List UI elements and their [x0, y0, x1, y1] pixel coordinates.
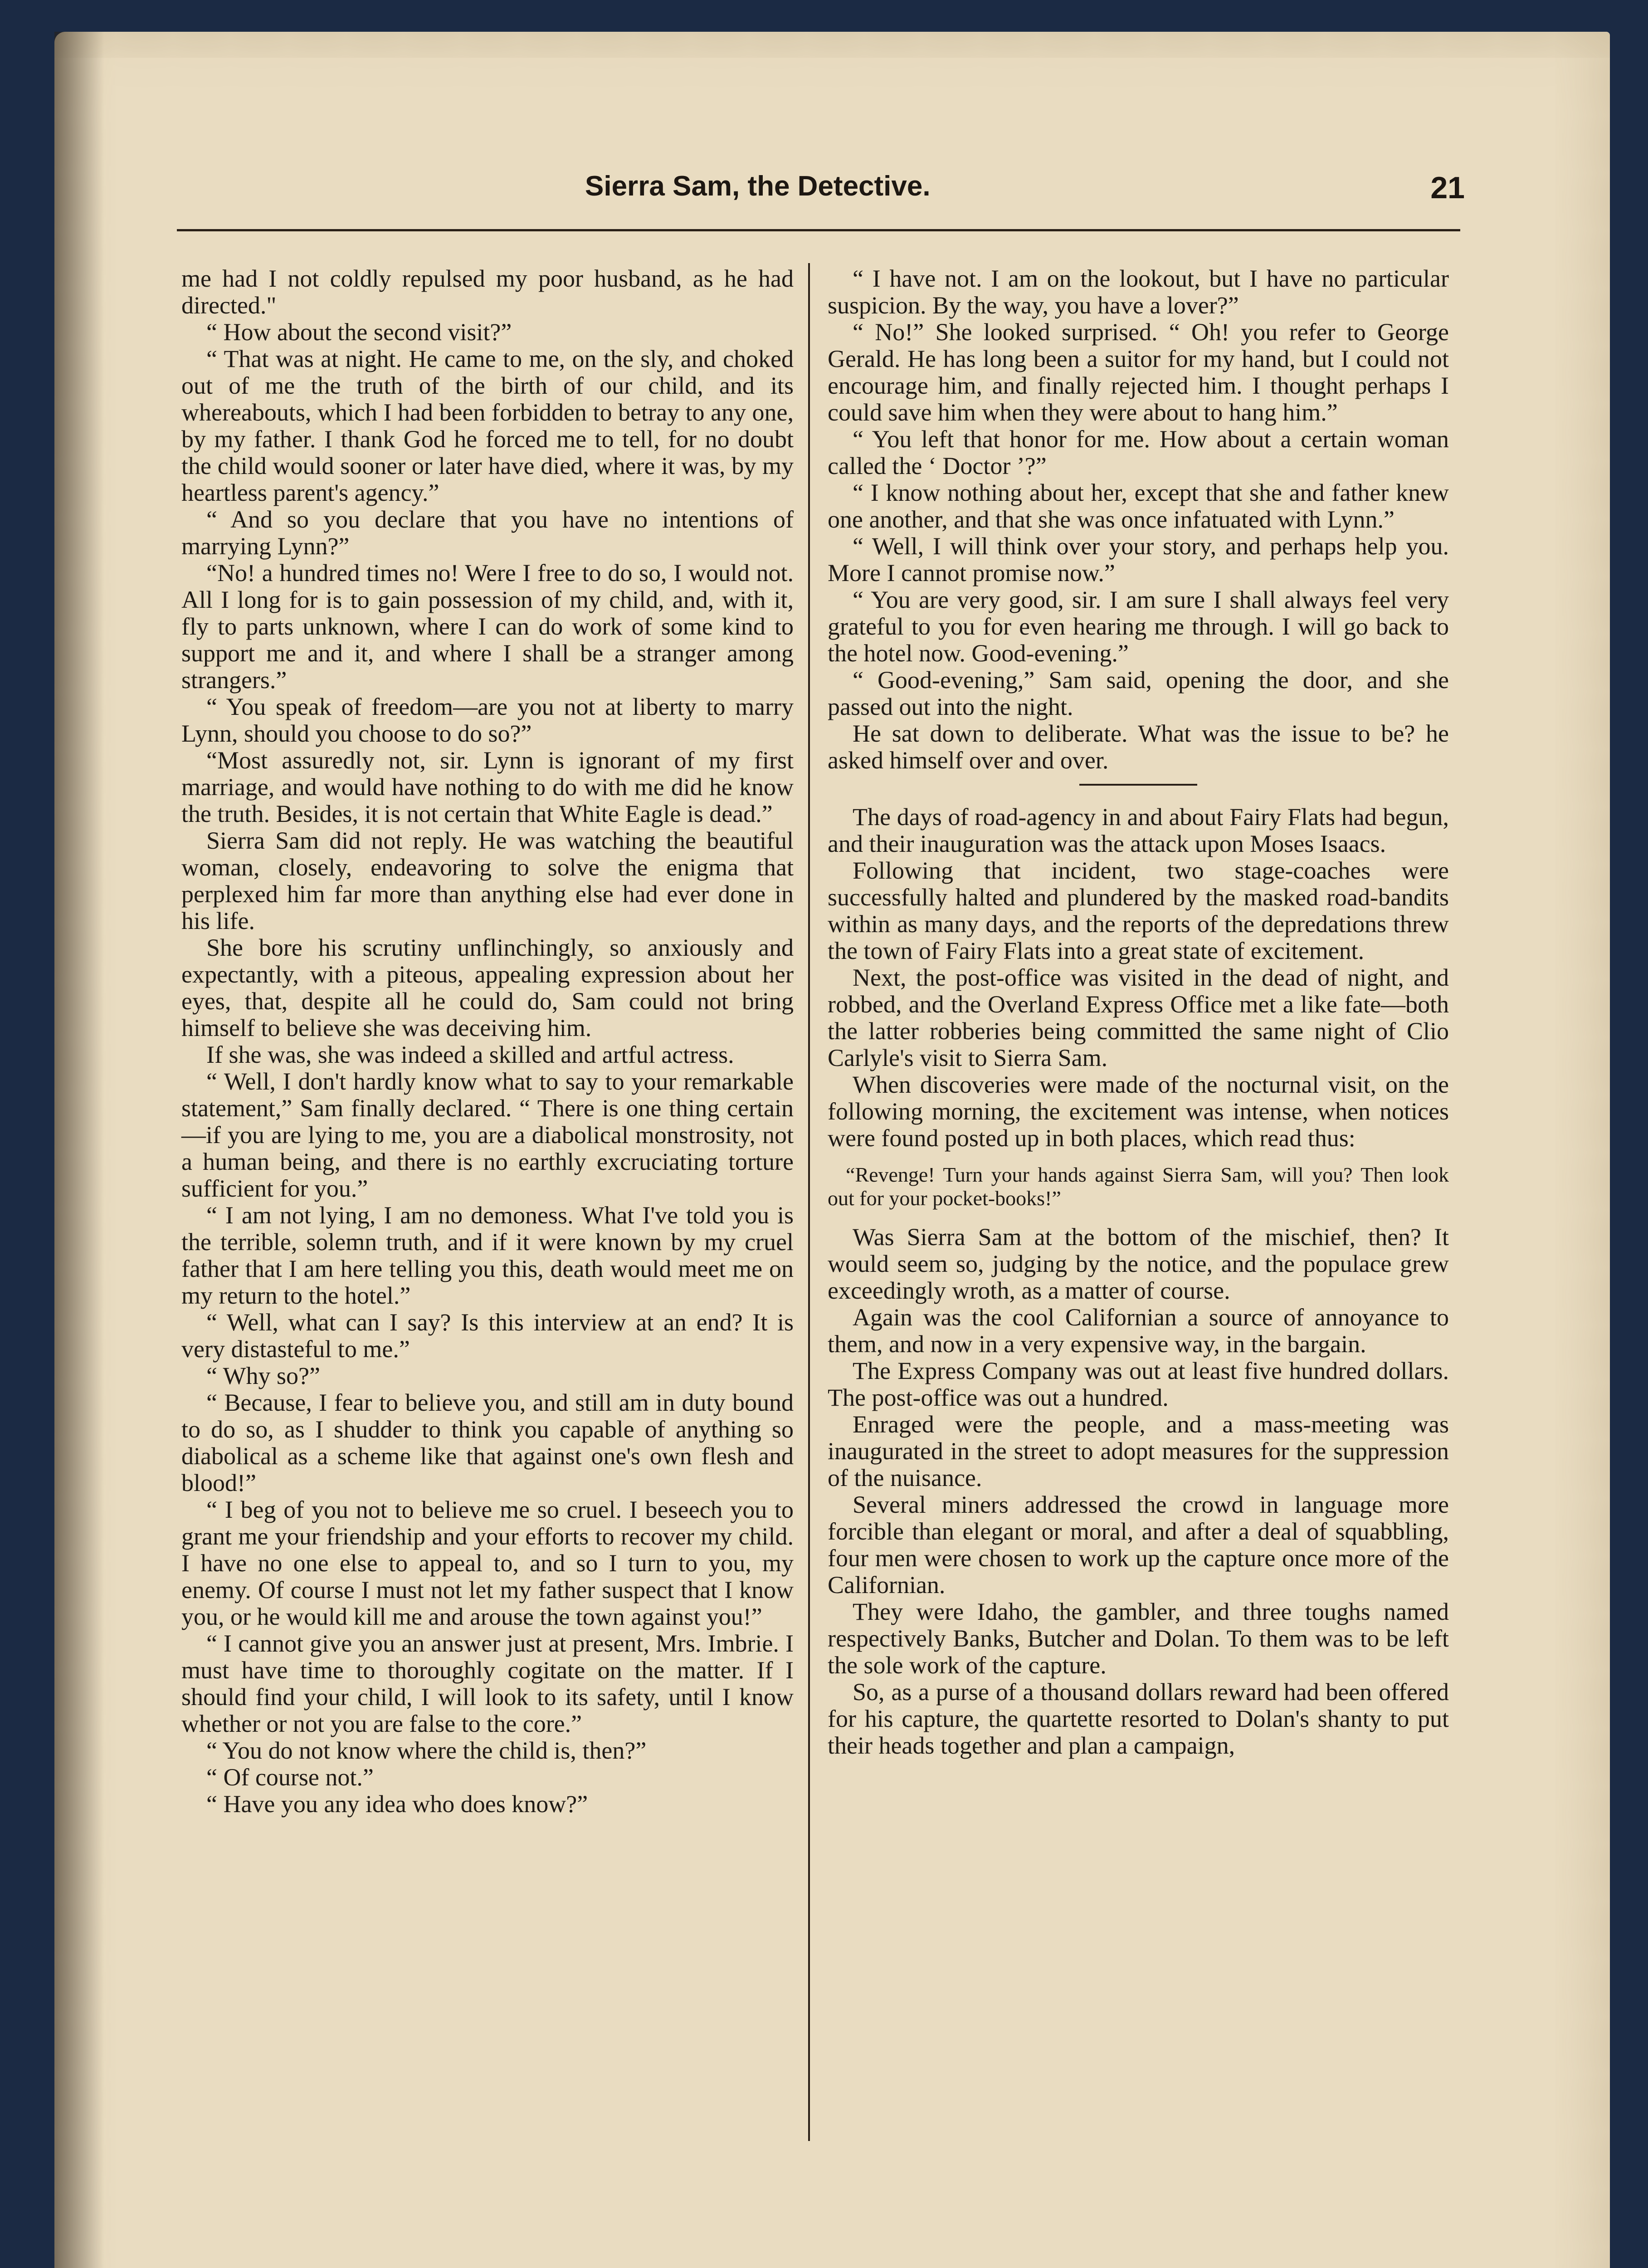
paragraph: “ Good-evening,” Sam said, opening the door, and she passed out into the night.	[828, 666, 1449, 720]
paragraph: “ Have you any idea who does know?”	[206, 1790, 588, 1818]
paragraph: “ That was at night. He came to me, on the sly, and choked out of me the truth of the birth of our child, and its whereabouts, which I had been forbidden to betray to any one, by my father. I thank God he forced me to tell, for no doubt the child would sooner or later have died, where it was, by my heartless parent's agency.”	[181, 345, 794, 506]
paragraph: “ You are very good, sir. I am sure I shall always feel very grateful to you for even hearing me through. I will go back to the hotel now. Good-evening.”	[828, 586, 1449, 667]
right-column	[828, 265, 1449, 1759]
spine-shadow	[54, 32, 104, 2268]
paragraph: Following that incident, two stage-coaches were successfully halted and plundered by the masked road-bandits within as many days, and the reports of the depredations threw the town of Fairy Flats into a great state of excitement.	[828, 857, 1449, 964]
paragraph: “ You speak of freedom—are you not at liberty to marry Lynn, should you choose to do so?”	[181, 693, 794, 747]
paragraph: The Express Company was out at least five hundred dollars. The post-office was out a hundred.	[828, 1357, 1449, 1411]
paragraph: They were Idaho, the gambler, and three toughs named respectively Banks, Butcher and Dolan. To them was to be left the sole work of the capture.	[828, 1598, 1449, 1679]
paragraph: The days of road-agency in and about Fairy Flats had begun, and their inauguration was the attack upon Moses Isaacs.	[828, 803, 1449, 857]
paragraph: “ I am not lying, I am no demoness. What I've told you is the terrible, solemn truth, and if it were known by my cruel father that I am here telling you this, death would meet me on my return to the hotel.”	[181, 1202, 794, 1309]
paragraph: “ I cannot give you an answer just at present, Mrs. Imbrie. I must have time to thoroughly cogitate on the matter. If I should find your child, I will look to its safety, until I know whether or not you are false to the core.”	[181, 1630, 794, 1737]
running-header	[177, 166, 1465, 231]
paragraph: She bore his scrutiny unflinchingly, so anxiously and expectantly, with a piteous, appealing expression about her eyes, that, despite all he could do, Sam could not bring himself to believe she was deceiving him.	[181, 934, 794, 1041]
left-column	[181, 265, 794, 1818]
paragraph: “ I beg of you not to believe me so cruel. I beseech you to grant me your friendship and your efforts to recover my child. I have no one else to appeal to, and so I turn to you, my enemy. Of course I must not let my father suspect that I know you, or he would kill me and arouse the town against you!”	[181, 1496, 794, 1630]
paragraph: “ I know nothing about her, except that she and father knew one another, and that she was once infatuated with Lynn.”	[828, 479, 1449, 533]
running-title: Sierra Sam, the Detective.	[585, 171, 931, 202]
paragraph: “ You left that honor for me. How about a certain woman called the ‘ Doctor ’?”	[828, 425, 1449, 479]
paragraph: Several miners addressed the crowd in language more forcible than elegant or moral, and after a deal of squabbling, four men were chosen to work up the capture once more of the Californian.	[828, 1491, 1449, 1598]
paragraph: “ Of course not.”	[206, 1764, 374, 1791]
paragraph: “ I have not. I am on the lookout, but I have no particular suspicion. By the way, you have a lover?”	[828, 265, 1449, 319]
paragraph: “ Well, I will think over your story, and perhaps help you. More I cannot promise now.”	[828, 533, 1449, 587]
paragraph: “Most assuredly not, sir. Lynn is ignorant of my first marriage, and would have nothing to do with me did he know the truth. Besides, it is not certain that White Eagle is dead.”	[181, 747, 794, 827]
paragraph: If she was, she was indeed a skilled and artful actress.	[206, 1041, 734, 1068]
paragraph: “ Well, what can I say? Is this interview at an end? It is very distasteful to me.”	[181, 1309, 794, 1363]
paragraph: Again was the cool Californian a source of annoyance to them, and now in a very expensive way, in the bargain.	[828, 1304, 1449, 1358]
page-number: 21	[1430, 171, 1465, 205]
posted-notice: “Revenge! Turn your hands against Sierra Sam, will you? Then look out for your pocket-books!”	[828, 1163, 1449, 1210]
paragraph: me had I not coldly repulsed my poor husband, as he had directed."	[181, 265, 794, 319]
paragraph: Next, the post-office was visited in the dead of night, and robbed, and the Overland Express Office met a like fate—both the latter robberies being committed the same night of Clio Carlyle's visit to Sierra Sam.	[828, 964, 1449, 1071]
column-rule	[808, 263, 810, 2141]
paragraph: Sierra Sam did not reply. He was watching the beautiful woman, closely, endeavoring to solve the enigma that perplexed him far more than anything else had ever done in his life.	[181, 827, 794, 934]
paragraph: “ How about the second visit?”	[206, 318, 512, 346]
paragraph: “ Because, I fear to believe you, and still am in duty bound to do so, as I shudder to think you capable of anything so diabolical as a scheme like that against one's own flesh and blood!”	[181, 1389, 794, 1496]
paragraph: When discoveries were made of the nocturnal visit, on the following morning, the excitement was intense, when notices were found posted up in both places, which read thus:	[828, 1071, 1449, 1152]
paragraph: “ No!” She looked surprised. “ Oh! you refer to George Gerald. He has long been a suitor for my hand, but I could not encourage him, and finally rejected him. I thought perhaps I could save him when they were about to hang him.”	[828, 318, 1449, 426]
section-divider	[1079, 784, 1197, 786]
paragraph: “ Why so?”	[206, 1362, 320, 1389]
paragraph: So, as a purse of a thousand dollars reward had been offered for his capture, the quartette resorted to Dolan's shanty to put their heads together and plan a campaign,	[828, 1678, 1449, 1759]
paragraph: “ Well, I don't hardly know what to say to your remarkable statement,” Sam finally declared. “ There is one thing certain—if you are lying to me, you are a diabolical monstrosity, not a human being, and there is no earthly excruciating torture sufficient for you.”	[181, 1068, 794, 1202]
paragraph: “ And so you declare that you have no intentions of marrying Lynn?”	[181, 506, 794, 560]
paragraph: Was Sierra Sam at the bottom of the mischief, then? It would seem so, judging by the notice, and the populace grew exceedingly wroth, as a matter of course.	[828, 1223, 1449, 1304]
paragraph: “No! a hundred times no! Were I free to do so, I would not. All I long for is to gain possession of my child, and, with it, fly to parts unknown, where I can do work of some kind to support me and it, and where I shall be a stranger among strangers.”	[181, 559, 794, 694]
paragraph: He sat down to deliberate. What was the issue to be? he asked himself over and over.	[828, 720, 1449, 774]
paragraph: Enraged were the people, and a mass-meeting was inaugurated in the street to adopt measures for the suppression of the nuisance.	[828, 1411, 1449, 1491]
paragraph: “ You do not know where the child is, then?”	[206, 1737, 647, 1764]
